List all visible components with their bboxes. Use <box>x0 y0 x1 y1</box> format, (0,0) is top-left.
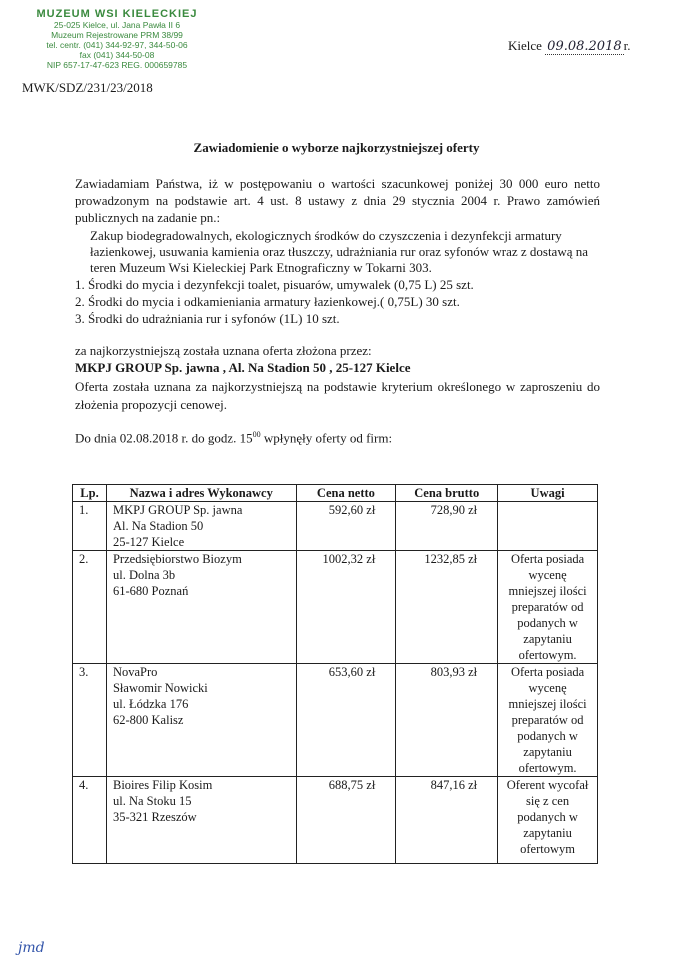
contractor-line: NovaPro <box>112 665 158 679</box>
cell-contractor <box>106 551 296 664</box>
column-header: Cena netto <box>296 485 396 502</box>
table-row <box>73 664 598 777</box>
remark-line: podanych w <box>517 810 578 824</box>
remark-line: mniejszej ilości <box>508 584 587 598</box>
column-header: Nazwa i adres Wykonawcy <box>106 485 296 502</box>
cell-net-price: 1002,32 zł <box>296 551 396 664</box>
remark-line: ofertowym <box>520 842 575 856</box>
column-header: Lp. <box>73 485 107 502</box>
subject-paragraph: Zakup biodegradowalnych, ekologicznych środków do czyszczenia i dezynfekcji armatury łazienkowej, usuwania kamienia oraz tłuszczy, udrażniania rur oraz syfonów wraz z dostawą na teren Muzeum Wsi Kieleckiej Park Etnograficzny w Tokarni 303. <box>90 228 588 275</box>
stamp-line: NIP 657-17-47-623 REG. 000659785 <box>46 60 188 70</box>
table-header-row <box>73 485 598 502</box>
cell-remarks <box>498 551 598 664</box>
contractor-line: 25-127 Kielce <box>112 535 185 549</box>
remark-line: wycenę <box>528 681 567 695</box>
contractor-line: Sławomir Nowicki <box>112 681 208 695</box>
contractor-line: Przedsiębiorstwo Biozym <box>112 552 242 566</box>
remark-line: Oferta posiada <box>510 665 585 679</box>
list-item: 1. Środki do mycia i dezynfekcji toalet, pisuarów, umywalek (0,75 L) 25 szt. <box>75 277 474 292</box>
remark-line: wycenę <box>528 568 567 582</box>
stamp-line: Muzeum Rejestrowane PRM 38/99 <box>51 30 183 40</box>
stamp-line: fax (041) 344-50-08 <box>79 50 155 60</box>
city: Kielce <box>508 38 542 53</box>
cell-remarks <box>498 777 598 864</box>
table-row <box>73 502 598 551</box>
deadline-minutes: 00 <box>252 430 261 439</box>
remark-line: zapytaniu <box>523 826 572 840</box>
stamp-line: tel. centr. (041) 344-92-97, 344-50-06 <box>46 40 188 50</box>
contractor-line: MKPJ GROUP Sp. jawna <box>112 503 243 517</box>
remark-line: ofertowym. <box>518 761 577 775</box>
remark-line: Oferta posiada <box>510 552 585 566</box>
handwritten-date: 09.08.2018 <box>547 39 622 54</box>
column-header: Uwagi <box>498 485 598 502</box>
contractor-line: Al. Na Stadion 50 <box>112 519 204 533</box>
remark-line: zapytaniu <box>523 632 572 646</box>
cell-net-price: 592,60 zł <box>296 502 396 551</box>
cell-net-price: 688,75 zł <box>296 777 396 864</box>
contractor-line: 35-321 Rzeszów <box>112 810 197 824</box>
remark-line: się z cen <box>526 794 570 808</box>
cell-contractor <box>106 502 296 551</box>
contractor-line: Bioires Filip Kosim <box>112 778 213 792</box>
cell-remarks <box>498 502 598 551</box>
cell-gross-price: 847,16 zł <box>396 777 498 864</box>
remark-line: podanych w <box>517 616 578 630</box>
contractor-line: ul. Dolna 3b <box>112 568 176 582</box>
deadline-line <box>75 430 392 446</box>
column-header: Cena brutto <box>396 485 498 502</box>
remark-line: podanych w <box>517 729 578 743</box>
remark-line: ofertowym. <box>518 648 577 662</box>
stamp-line: 25-025 Kielce, ul. Jana Pawła II 6 <box>53 20 181 30</box>
cell-contractor <box>106 664 296 777</box>
remark-line: preparatów od <box>511 600 584 614</box>
contractor-line: ul. Łódzka 176 <box>112 697 189 711</box>
cell-gross-price: 728,90 zł <box>396 502 498 551</box>
deadline-text-after: wpłynęły oferty od firm: <box>260 430 393 446</box>
table-row <box>73 777 598 864</box>
cell-net-price: 653,60 zł <box>296 664 396 777</box>
cell-lp: 1. <box>73 502 107 551</box>
remark-line: mniejszej ilości <box>508 697 587 711</box>
cell-gross-price: 803,93 zł <box>396 664 498 777</box>
list-item: 2. Środki do mycia i odkamieniania armatury łazienkowej.( 0,75L) 30 szt. <box>75 294 460 309</box>
reason-paragraph: Oferta została uznana za najkorzystniejszą na podstawie kryterium określonego w zaproszeniu do złożenia propozycji cenowej. <box>75 379 600 412</box>
list-item: 3. Środki do udrażniania rur i syfonów (1L) 10 szt. <box>75 311 340 326</box>
deadline-text: Do dnia 02.08.2018 r. do godz. 15 <box>75 430 253 446</box>
winner-name: MKPJ GROUP Sp. jawna , Al. Na Stadion 50 , 25-127 Kielce <box>75 360 411 375</box>
remark-line: preparatów od <box>511 713 584 727</box>
winner-intro: za najkorzystniejszą została uznana oferta złożona przez: <box>75 343 372 358</box>
cell-lp: 2. <box>73 551 107 664</box>
cell-lp: 4. <box>73 777 107 864</box>
contractor-line: 61-680 Poznań <box>112 584 189 598</box>
cell-lp: 3. <box>73 664 107 777</box>
remark-line: Oferent wycofał <box>506 778 589 792</box>
cell-contractor <box>106 777 296 864</box>
handwritten-initials: jmd <box>18 940 45 956</box>
offers-table <box>72 484 598 864</box>
contractor-line: 62-800 Kalisz <box>112 713 184 727</box>
document-title: Zawiadomienie o wyborze najkorzystniejszej oferty <box>193 140 480 155</box>
contractor-line: ul. Na Stoku 15 <box>112 794 192 808</box>
table-row <box>73 551 598 664</box>
cell-gross-price: 1232,85 zł <box>396 551 498 664</box>
reference-number: MWK/SDZ/231/23/2018 <box>22 80 153 95</box>
date-suffix: r. <box>623 38 631 53</box>
cell-remarks <box>498 664 598 777</box>
institution-stamp <box>22 8 212 70</box>
remark-line: zapytaniu <box>523 745 572 759</box>
place-and-date <box>508 38 630 54</box>
stamp-line: MUZEUM WSI KIELECKIEJ <box>36 8 198 20</box>
intro-paragraph: Zawiadamiam Państwa, iż w postępowaniu o wartości szacunkowej poniżej 30 000 euro netto prowadzonym na podstawie art. 4 ust. 8 ustawy z dnia 29 stycznia 2004 r. Prawo zamówień publicznych na zadanie pn.: <box>75 176 600 225</box>
items-list <box>75 276 474 327</box>
